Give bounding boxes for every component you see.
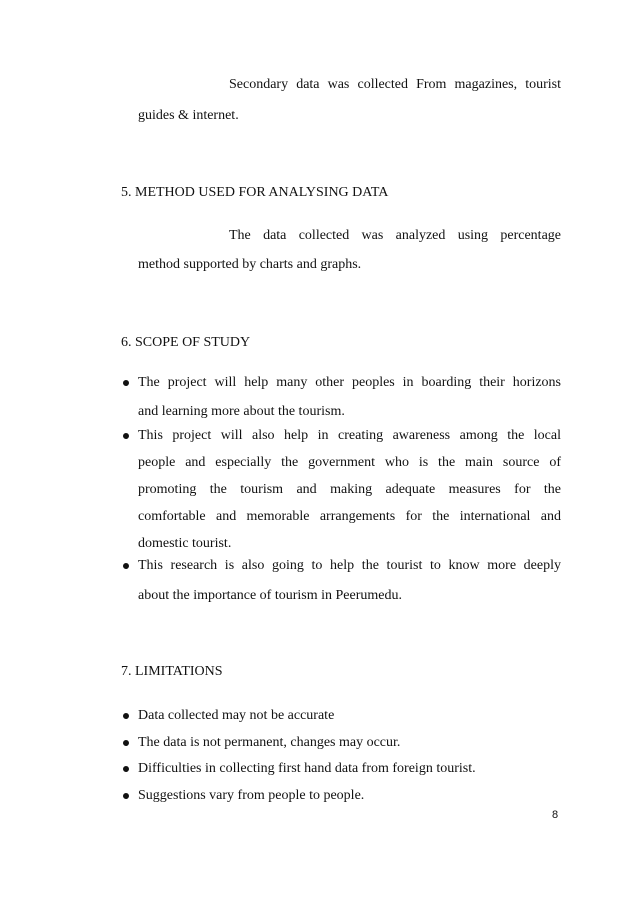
secondary-data-line-1: Secondary data was collected From magazines, tourist [229, 77, 561, 92]
bullet-dot-icon [123, 380, 129, 386]
section-6-heading: 6. SCOPE OF STUDY [121, 335, 251, 350]
bullet-dot-icon [123, 793, 129, 799]
scope-bullet-2-line-2: people and especially the government who is the main source of [138, 455, 561, 470]
scope-bullet-2-line-4: comfortable and memorable arrangements for the international and [138, 509, 561, 524]
bullet-dot-icon [123, 713, 129, 719]
bullet-dot-icon [123, 433, 129, 439]
limitation-item: Difficulties in collecting first hand data from foreign tourist. [138, 761, 476, 776]
method-paragraph-line-2: method supported by charts and graphs. [138, 257, 362, 272]
bullet-dot-icon [123, 740, 129, 746]
secondary-data-line-2: guides & internet. [138, 108, 239, 123]
bullet-dot-icon [123, 766, 129, 772]
limitation-item: Suggestions vary from people to people. [138, 788, 365, 803]
scope-bullet-2-line-1: This project will also help in creating awareness among the local [138, 428, 561, 443]
page-number: 8 [552, 809, 559, 821]
limitation-item: Data collected may not be accurate [138, 708, 335, 723]
scope-bullet-3-line-1: This research is also going to help the tourist to know more deeply [138, 558, 561, 573]
bullet-dot-icon [123, 563, 129, 569]
scope-bullet-2-line-3: promoting the tourism and making adequate measures for the [138, 482, 561, 497]
scope-bullet-1-line-1: The project will help many other peoples in boarding their horizons [138, 375, 561, 390]
scope-bullet-1-line-2: and learning more about the tourism. [138, 404, 345, 419]
section-5-heading: 5. METHOD USED FOR ANALYSING DATA [121, 185, 389, 200]
scope-bullet-3-line-2: about the importance of tourism in Peerumedu. [138, 588, 402, 603]
section-7-heading: 7. LIMITATIONS [121, 664, 223, 679]
scope-bullet-2-line-5: domestic tourist. [138, 536, 232, 551]
method-paragraph-line-1: The data collected was analyzed using percentage [229, 228, 561, 243]
limitation-item: The data is not permanent, changes may occur. [138, 735, 401, 750]
